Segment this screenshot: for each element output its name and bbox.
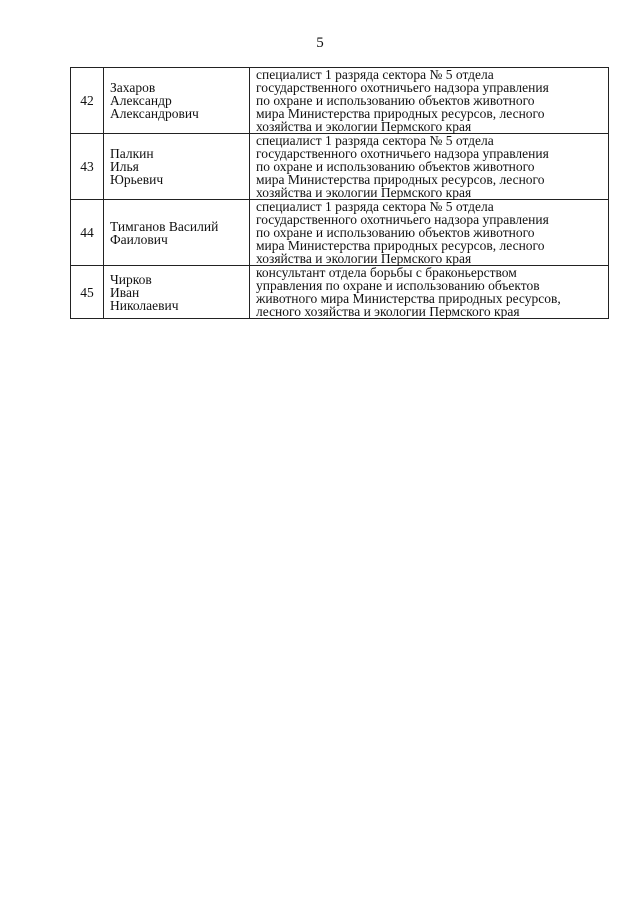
name-line: Александрович xyxy=(110,106,199,121)
employee-name xyxy=(104,266,250,319)
position-line: по охране и использованию объектов животного xyxy=(256,225,535,240)
position-line: специалист 1 разряда сектора № 5 отдела xyxy=(256,133,494,148)
name-line: Тимганов Василий xyxy=(110,218,219,234)
position-line: по охране и использованию объектов животного xyxy=(256,93,535,108)
table-row xyxy=(71,134,609,200)
name-line: Захаров xyxy=(110,80,156,95)
position-line: лесного хозяйства и экологии Пермского края xyxy=(256,304,520,319)
position-line: хозяйства и экологии Пермского края xyxy=(256,251,472,266)
name-line: Илья xyxy=(110,159,139,174)
position-line: хозяйства и экологии Пермского края xyxy=(256,119,472,134)
position-line: мира Министерства природных ресурсов, лесного xyxy=(256,172,545,187)
employee-position xyxy=(250,266,609,319)
employee-name xyxy=(104,200,250,266)
row-number: 45 xyxy=(71,266,104,319)
row-number: 42 xyxy=(71,68,104,134)
position-line: государственного охотничьего надзора управления xyxy=(256,146,549,161)
name-line: Иван xyxy=(110,284,140,300)
table-row xyxy=(71,200,609,266)
staff-table xyxy=(70,67,609,319)
employee-position xyxy=(250,134,609,200)
position-line: государственного охотничьего надзора управления xyxy=(256,212,549,227)
page-number: 5 xyxy=(316,35,324,51)
position-line: управления по охране и использованию объектов xyxy=(256,278,540,293)
position-line: специалист 1 разряда сектора № 5 отдела xyxy=(256,199,494,214)
name-line: Палкин xyxy=(110,146,154,161)
employee-position xyxy=(250,68,609,134)
employee-position xyxy=(250,200,609,266)
position-line: специалист 1 разряда сектора № 5 отдела xyxy=(256,67,494,82)
position-line: мира Министерства природных ресурсов, лесного xyxy=(256,238,545,253)
employee-name xyxy=(104,68,250,134)
table-row xyxy=(71,68,609,134)
position-line: государственного охотничьего надзора управления xyxy=(256,80,549,95)
employee-name xyxy=(104,134,250,200)
position-line: мира Министерства природных ресурсов, лесного xyxy=(256,106,545,121)
name-line: Чирков xyxy=(110,271,152,287)
name-line: Александр xyxy=(110,93,172,108)
name-line: Юрьевич xyxy=(110,172,164,187)
position-line: консультант отдела борьбы с браконьерством xyxy=(256,265,517,280)
name-line: Николаевич xyxy=(110,297,179,313)
name-line: Фаилович xyxy=(110,231,168,247)
table-row xyxy=(71,266,609,319)
row-number: 43 xyxy=(71,134,104,200)
position-line: хозяйства и экологии Пермского края xyxy=(256,185,472,200)
position-line: по охране и использованию объектов животного xyxy=(256,159,535,174)
row-number: 44 xyxy=(71,200,104,266)
position-line: животного мира Министерства природных ресурсов, xyxy=(256,291,561,306)
